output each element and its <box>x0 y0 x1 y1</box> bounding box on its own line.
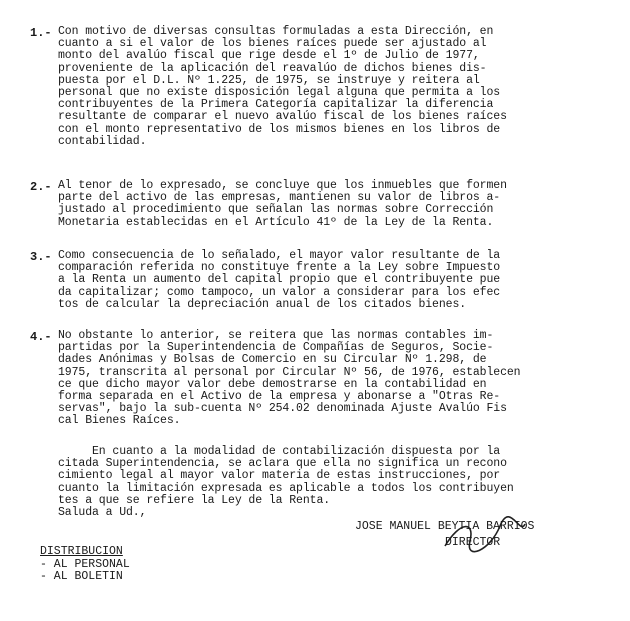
text-line: tos de calcular la depreciación anual de los citados bienes. <box>58 297 467 311</box>
paragraph-1 <box>58 26 507 148</box>
signatory-title: DIRECTOR <box>445 536 501 549</box>
text-line: No obstante lo anterior, se reitera que las normas contables im- <box>58 329 494 342</box>
text-line: a la Renta un aumento del capital propio que el contribuyente pue <box>58 273 501 287</box>
paragraph-number: 4.- <box>30 330 52 344</box>
text-line: justado al procedimiento que señalan las normas sobre Corrección <box>58 203 494 217</box>
text-line: partidas por la Superintendencia de Compañías de Seguros, Socie- <box>58 341 494 355</box>
text-line: parte del activo de las empresas, mantienen su valor de libros a- <box>58 191 501 205</box>
text-line: cimiento legal al mayor valor materia de estas instrucciones, por <box>58 469 501 483</box>
text-line: comparación referida no constituye frente a la Ley sobre Impuesto <box>58 261 501 275</box>
salutation: Saluda a Ud., <box>58 506 147 520</box>
text-line: contabilidad. <box>58 134 147 148</box>
text-line: personal que no existe disposición legal alguna que permita a los <box>58 86 501 100</box>
paragraph-number: 1.- <box>30 26 52 40</box>
closing-paragraph <box>58 446 514 519</box>
text-line: da capitalizar; como tampoco, un valor a considerar para los efec <box>58 285 501 299</box>
paragraph-2 <box>58 180 507 229</box>
text-line: tes a que se refiere la Ley de la Renta. <box>58 493 331 507</box>
text-line: En cuanto a la modalidad de contabilización dispuesta por la <box>58 445 501 458</box>
paragraph-number: 3.- <box>30 250 52 264</box>
text-line: resultante de comparar el nuevo avalúo fiscal de los bienes raíces <box>58 110 507 124</box>
text-line: Como consecuencia de lo señalado, el mayor valor resultante de la <box>58 249 501 262</box>
paragraph-number: 2.- <box>30 180 52 194</box>
text-line: Con motivo de diversas consultas formuladas a esta Dirección, en <box>58 25 494 38</box>
text-line: 1975, transcrita al personal por Circular Nº 56, de 1976, establecen <box>58 365 521 379</box>
text-line: puesta por el D.L. Nº 1.225, de 1975, se instruye y reitera al <box>58 73 480 87</box>
text-line: proveniente de la aplicación del reavalúo de dichos bienes dis- <box>58 61 487 75</box>
text-line: forma separada en el Activo de la empresa y abonarse a "Otras Re- <box>58 390 501 404</box>
distribution-heading: DISTRIBUCION <box>40 545 123 558</box>
distribution-item: - AL PERSONAL <box>40 557 130 571</box>
text-line: contribuyentes de la Primera Categoría capitalizar la diferencia <box>58 98 494 112</box>
text-line: servas", bajo la sub-cuenta Nº 254.02 denominada Ajuste Avalúo Fis <box>58 402 507 416</box>
text-line: citada Superintendencia, se aclara que ella no significa un recono <box>58 457 507 471</box>
text-line: cuanto la limitación expresada es aplicable a todos los contribuyen <box>58 481 514 495</box>
distribution-item: - AL BOLETIN <box>40 570 123 583</box>
text-line: dades Anónimas y Bolsas de Comercio en su Circular Nº 1.298, de <box>58 353 487 367</box>
text-line: ce que dicho mayor valor debe demostrarse en la contabilidad en <box>58 377 487 391</box>
signatory-name: JOSE MANUEL BEYTIA BARRIOS <box>355 520 535 533</box>
paragraph-4 <box>58 330 520 428</box>
paragraph-3 <box>58 250 500 311</box>
text-line: Al tenor de lo expresado, se concluye que los inmuebles que formen <box>58 179 507 192</box>
distribution-list <box>40 546 130 584</box>
text-line: con el monto representativo de los mismos bienes en los libros de <box>58 122 501 136</box>
text-line: cal Bienes Raíces. <box>58 414 181 428</box>
text-line: cuanto a si el valor de los bienes raíces puede ser ajustado al <box>58 37 487 51</box>
text-line: monto del avalúo fiscal que rige desde el 1º de Julio de 1977, <box>58 49 480 63</box>
text-line: Monetaria establecidas en el Artículo 41º de la Ley de la Renta. <box>58 215 494 229</box>
